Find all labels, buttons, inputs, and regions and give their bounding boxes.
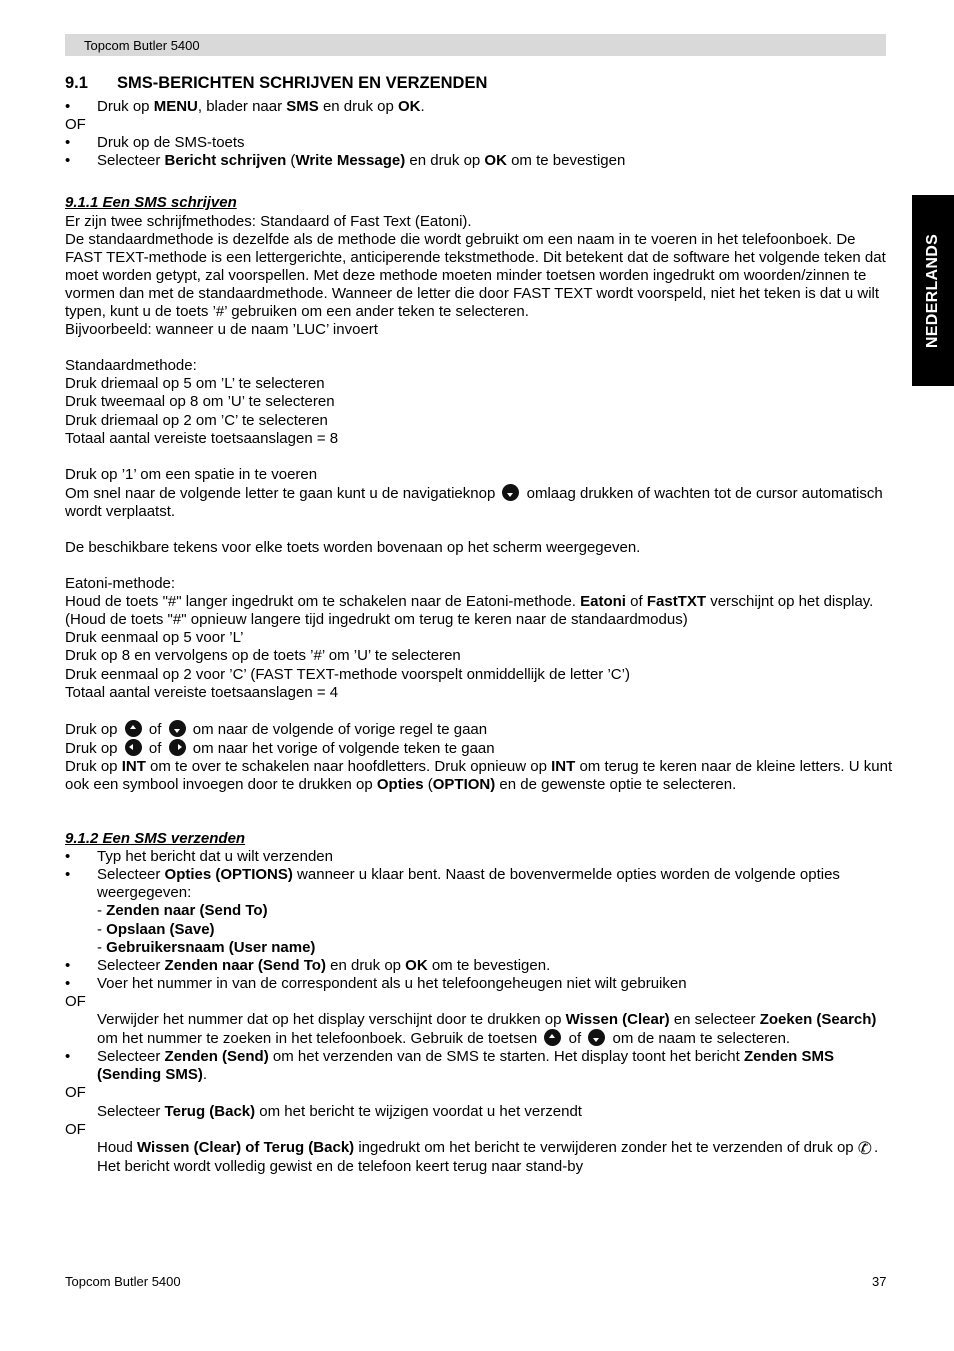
nav-left-icon	[125, 739, 142, 756]
option-item: - Zenden naar (Send To)	[97, 902, 268, 920]
std-line: Druk driemaal op 5 om ’L’ te selecteren	[65, 375, 325, 393]
language-tab	[912, 195, 954, 386]
header-bar	[65, 34, 886, 56]
intro-bullet-2: • Druk op de SMS-toets	[65, 134, 895, 152]
eatoni-line: Druk eenmaal op 2 voor ’C’ (FAST TEXT-methode voorspelt onmiddellijk de letter ’C’)	[65, 665, 630, 683]
nav-down-icon	[502, 484, 519, 501]
phone-hangup-icon: ✆	[857, 1138, 873, 1158]
nav-line-updown: Druk op of om naar de volgende of vorige regel te gaan	[65, 720, 488, 738]
header-title: Topcom Butler 5400	[84, 38, 200, 53]
paragraph: De beschikbare tekens voor elke toets worden bovenaan op het scherm weergegeven.	[65, 538, 641, 556]
indented-paragraph-2: Selecteer Terug (Back) om het bericht te wijzigen voordat u het verzendt	[97, 1102, 582, 1120]
indented-paragraph-1: Verwijder het nummer dat op het display verschijnt door te drukken op Wissen (Clear) en selecteer Zoeken (Search) om het nummer te zoeken in het telefoonboek. Gebruik de toetsen of om de naam te selecteren.	[97, 1011, 877, 1048]
page-content	[65, 74, 895, 1176]
or-label: OF	[65, 1084, 86, 1102]
footer-title: Topcom Butler 5400	[65, 1274, 181, 1289]
option-item: - Opslaan (Save)	[97, 920, 215, 938]
section-heading: 9.1 SMS-BERICHTEN SCHRIJVEN EN VERZENDEN	[65, 74, 488, 92]
std-line: Druk driemaal op 2 om ’C’ te selecteren	[65, 411, 328, 429]
send-bullet-5: • Selecteer Zenden (Send) om het verzenden van de SMS te starten. Het display toont het bericht Zenden SMS (Sending SMS).	[65, 1048, 895, 1084]
std-line: Totaal aantal vereiste toetsaanslagen = 8	[65, 429, 339, 447]
nav-down-icon	[588, 1029, 605, 1046]
eatoni-line: Druk op 8 en vervolgens op de toets ’#’ om ’U’ te selecteren	[65, 647, 461, 665]
send-bullet-3: • Selecteer Zenden naar (Send To) en druk op OK om te bevestigen.	[65, 957, 895, 975]
language-tab-label: NEDERLANDS	[924, 233, 941, 348]
or-label: OF	[65, 1120, 86, 1138]
indented-paragraph-3: Houd Wissen (Clear) of Terug (Back) ingedrukt om het bericht te verwijderen zonder het te verzenden of druk op ✆ . Het bericht wordt volledig gewist en de telefoon keert terug naar stand-by	[97, 1138, 879, 1175]
nav-line-leftright: Druk op of om naar het vorige of volgende teken te gaan	[65, 739, 495, 757]
nav-right-icon	[169, 739, 186, 756]
nav-up-icon	[125, 720, 142, 737]
eatoni-line: Druk eenmaal op 5 voor ’L’	[65, 629, 244, 647]
or-label: OF	[65, 992, 86, 1010]
page-number: 37	[872, 1274, 887, 1289]
paragraph: Bijvoorbeeld: wanneer u de naam ’LUC’ invoert	[65, 321, 378, 339]
eatoni-line: Totaal aantal vereiste toetsaanslagen = 4	[65, 683, 339, 701]
intro-bullet-3: • Selecteer Bericht schrijven (Write Message) en druk op OK om te bevestigen	[65, 152, 895, 170]
int-paragraph: Druk op INT om te over te schakelen naar hoofdletters. Druk opnieuw op INT om terug te keren naar de kleine letters. U kunt ook een symbool invoegen door te drukken op Opties (OPTION) en de gewenste optie te selecteren.	[65, 757, 893, 793]
nav-down-icon	[169, 720, 186, 737]
std-line: Druk tweemaal op 8 om ’U’ te selecteren	[65, 393, 335, 411]
paragraph: De standaardmethode is dezelfde als de methode die wordt gebruikt om een naam in te voeren in het telefoonboek. De FAST TEXT-methode is een lettergerichte, anticiperende tekstmethode. Dit betekent dat de software het volgende teken dat moet worden getypt, zal voorspellen. Met deze methode moeten minder toetsen worden ingedrukt om woorden/zinnen te vormen dan met de standaardmethode. Wanneer de letter die door FAST TEXT wordt voorspeld, niet het teken is dat u wilt typen, kunt u de toets ’#’ gebruiken om een ander teken te selecteren.	[65, 230, 886, 321]
eatoni-title: Eatoni-methode:	[65, 575, 176, 593]
send-bullet-1: • Typ het bericht dat u wilt verzenden	[65, 848, 895, 866]
eatoni-paragraph: Houd de toets "#" langer ingedrukt om te schakelen naar de Eatoni-methode. Eatoni of FastTXT verschijnt op het display. (Houd de toets "#" opnieuw langere tijd ingedrukt om terug te keren naar de standaardmodus)	[65, 593, 874, 629]
option-item: - Gebruikersnaam (User name)	[97, 938, 316, 956]
subsection-heading-1: 9.1.1 Een SMS schrijven	[65, 194, 237, 212]
subsection-heading-2: 9.1.2 Een SMS verzenden	[65, 830, 246, 848]
intro-bullet-1: • Druk op MENU, blader naar SMS en druk op OK.	[65, 98, 895, 116]
std-method-title: Standaardmethode:	[65, 357, 197, 375]
intro-or: OF	[65, 116, 86, 134]
send-bullet-4: • Voer het nummer in van de correspondent als u het telefoongeheugen niet wilt gebruiken	[65, 975, 895, 993]
space-line: Druk op ’1’ om een spatie in te voeren	[65, 465, 318, 483]
paragraph: Er zijn twee schrijfmethodes: Standaard of Fast Text (Eatoni).	[65, 212, 472, 230]
nav-paragraph: Om snel naar de volgende letter te gaan kunt u de navigatieknop omlaag drukken of wachten tot de cursor automatisch wordt verplaatst.	[65, 484, 883, 520]
nav-up-icon	[544, 1029, 561, 1046]
send-bullet-2: • Selecteer Opties (OPTIONS) wanneer u klaar bent. Naast de bovenvermelde opties worden de volgende opties weergegeven:	[65, 866, 895, 902]
